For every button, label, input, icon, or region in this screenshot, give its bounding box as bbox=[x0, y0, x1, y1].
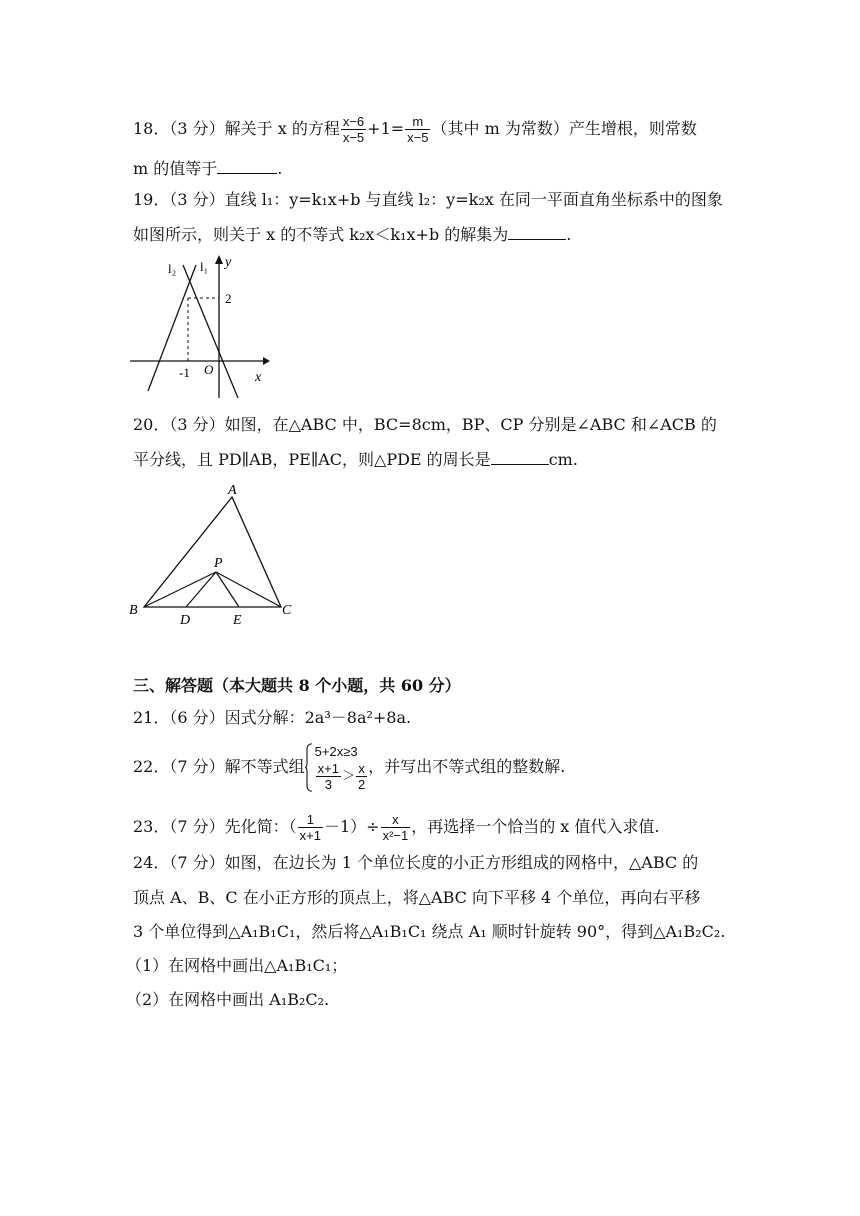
q23-fraction-2 bbox=[381, 812, 411, 843]
q18-prefix: 18．（3 分）解关于 x 的方程 bbox=[133, 119, 340, 138]
segment-cp bbox=[216, 572, 281, 607]
q20-triangle-figure bbox=[124, 480, 304, 630]
q24-line1: 24．（7 分）如图，在边长为 1 个单位长度的小正方形组成的网格中，△ABC 的 bbox=[133, 853, 699, 872]
q21-line: 21．（6 分）因式分解：2a³－8a²+8a. bbox=[133, 708, 412, 727]
section3-title: 三、解答题（本大题共 8 个小题，共 60 分） bbox=[133, 676, 461, 695]
triangle-abc bbox=[144, 497, 281, 607]
q24-sub2: （2）在网格中画出 A₁B₂C₂. bbox=[126, 990, 330, 1009]
line-l1 bbox=[183, 265, 238, 398]
q18-mid: +1= bbox=[367, 119, 405, 138]
q22-line bbox=[133, 738, 565, 796]
x-axis-arrow bbox=[263, 357, 270, 365]
q18-frac2-numerator: m bbox=[405, 114, 430, 130]
q22-brace bbox=[305, 743, 313, 792]
q19-line1-text: 19．（3 分）直线 l₁：y=k₁x+b 与直线 l₂：y=k₂x 在同一平面直角坐标系中的图象 bbox=[133, 190, 723, 209]
q19-line2 bbox=[133, 224, 571, 246]
q23-prefix: 23．（7 分）先化简：（ bbox=[133, 817, 297, 836]
q23-frac2-numerator: x bbox=[381, 812, 411, 828]
q22-frac-left bbox=[316, 761, 341, 792]
q22-operator: ＞ bbox=[341, 767, 355, 783]
label-origin: O bbox=[204, 362, 214, 377]
q18-frac1-numerator: x−6 bbox=[342, 114, 365, 129]
q18-line2 bbox=[133, 158, 282, 180]
q22-suffix: ，并写出不等式组的整数解. bbox=[368, 757, 566, 776]
q22-right-denominator: 2 bbox=[357, 777, 366, 792]
q18-frac2-denominator: x−5 bbox=[407, 130, 429, 145]
q22-left-denominator: 3 bbox=[324, 777, 332, 792]
vertex-c: C bbox=[282, 603, 292, 618]
q23-mid: －1）÷ bbox=[323, 817, 380, 836]
point-p: P bbox=[214, 556, 223, 571]
point-d: D bbox=[180, 613, 191, 628]
q18-suffix: （其中 m 为常数）产生增根，则常数 bbox=[431, 119, 697, 138]
q19-graph bbox=[128, 250, 278, 402]
q18-answer-blank[interactable] bbox=[217, 158, 277, 174]
q22-inequality-system bbox=[305, 743, 369, 792]
q22-row1: 5+2x≥3 bbox=[314, 744, 358, 759]
q20-end: cm. bbox=[548, 450, 578, 469]
point-e: E bbox=[233, 613, 242, 628]
q19-answer-blank[interactable] bbox=[508, 224, 566, 240]
q24-line3: 3 个单位得到△A₁B₁C₁，然后将△A₁B₁C₁ 绕点 A₁ 顺时针旋转 90°，得到△A₁B₂C₂. bbox=[133, 922, 726, 941]
label-neg1: -1 bbox=[179, 365, 190, 380]
y-axis-arrow bbox=[215, 255, 223, 264]
label-l2: l₂ bbox=[168, 261, 177, 276]
q23-line bbox=[133, 810, 660, 844]
q20-line2-text: 平分线，且 PD∥AB，PE∥AC，则△PDE 的周长是 bbox=[133, 450, 491, 469]
q19-line2-text: 如图所示，则关于 x 的不等式 k₂x＜k₁x+b 的解集为 bbox=[133, 225, 509, 244]
q23-suffix: ，再选择一个恰当的 x 值代入求值. bbox=[411, 817, 660, 836]
segment-pd bbox=[186, 572, 216, 607]
q18-frac1-denominator: x−5 bbox=[342, 130, 365, 145]
q20-line2 bbox=[133, 449, 578, 471]
q22-prefix: 22．（7 分）解不等式组 bbox=[133, 757, 305, 776]
segment-pe bbox=[216, 572, 239, 607]
q22-left-numerator: x+1 bbox=[317, 761, 339, 776]
q24-sub1: （1）在网格中画出△A₁B₁C₁； bbox=[126, 956, 348, 975]
q19-end: . bbox=[566, 225, 572, 244]
q19-line1 bbox=[133, 189, 723, 211]
q18-line2-text: m 的值等于 bbox=[133, 159, 218, 178]
label-2: 2 bbox=[225, 291, 232, 306]
q23-frac1-denominator: x+1 bbox=[299, 828, 321, 843]
vertex-a: A bbox=[228, 483, 237, 498]
q18-fraction-2 bbox=[405, 114, 430, 145]
q23-frac2-denominator: x²−1 bbox=[382, 828, 409, 843]
label-x: x bbox=[255, 370, 262, 385]
q18-end: . bbox=[277, 159, 283, 178]
q22-right-numerator: x bbox=[356, 761, 367, 777]
q20-line1 bbox=[133, 414, 717, 436]
q18-line1 bbox=[133, 114, 697, 145]
vertex-b: B bbox=[129, 603, 138, 618]
q23-fraction-1 bbox=[298, 812, 323, 843]
q20-answer-blank[interactable] bbox=[491, 449, 549, 465]
q20-line1-text: 20．（3 分）如图，在△ABC 中，BC=8cm，BP、CP 分别是∠ABC 和∠ACB 的 bbox=[133, 415, 717, 434]
segment-bp bbox=[144, 572, 216, 607]
label-y: y bbox=[225, 255, 232, 270]
q18-fraction-1 bbox=[341, 114, 366, 145]
q22-frac-right bbox=[356, 761, 367, 792]
q24-line2: 顶点 A、B、C 在小正方形的顶点上，将△ABC 向下平移 4 个单位，再向右平移 bbox=[133, 888, 701, 907]
q23-frac1-numerator: 1 bbox=[298, 812, 323, 828]
label-l1: l₁ bbox=[200, 259, 209, 274]
